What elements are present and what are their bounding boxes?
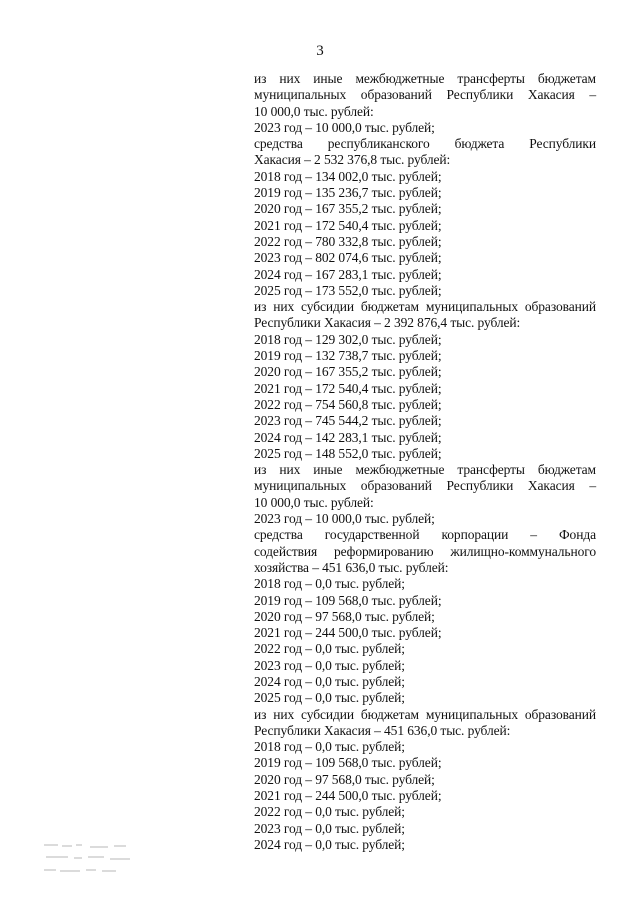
document-line: 2024 год – 0,0 тыс. рублей; bbox=[254, 836, 405, 852]
document-line: 2019 год – 132 738,7 тыс. рублей; bbox=[254, 348, 442, 364]
document-line: 2022 год – 0,0 тыс. рублей; bbox=[254, 641, 405, 657]
document-line: 2023 год – 0,0 тыс. рублей; bbox=[254, 657, 405, 673]
document-line: 2023 год – 10 000,0 тыс. рублей; bbox=[254, 119, 435, 135]
document-line: Республики Хакасия – 451 636,0 тыс. рублей: bbox=[254, 722, 511, 738]
document-line: 2024 год – 0,0 тыс. рублей; bbox=[254, 673, 405, 689]
document-line: 2025 год – 173 552,0 тыс. рублей; bbox=[254, 282, 442, 298]
document-line: 2018 год – 0,0 тыс. рублей; bbox=[254, 739, 405, 755]
document-line: 2018 год – 0,0 тыс. рублей; bbox=[254, 576, 405, 592]
document-line: 2023 год – 745 544,2 тыс. рублей; bbox=[254, 413, 442, 429]
document-line: 10 000,0 тыс. рублей: bbox=[254, 494, 374, 510]
document-line: из них субсидии бюджетам муниципальных образований bbox=[254, 299, 596, 315]
document-line: муниципальных образований Республики Хакасия – bbox=[254, 87, 596, 103]
document-line: 2025 год – 148 552,0 тыс. рублей; bbox=[254, 445, 442, 461]
page-number: 3 bbox=[316, 43, 324, 59]
document-line: 2018 год – 134 002,0 тыс. рублей; bbox=[254, 168, 442, 184]
document-line: 2023 год – 10 000,0 тыс. рублей; bbox=[254, 511, 435, 527]
document-line: 2022 год – 0,0 тыс. рублей; bbox=[254, 804, 405, 820]
document-line: 2020 год – 97 568,0 тыс. рублей; bbox=[254, 771, 435, 787]
document-line: 2024 год – 167 283,1 тыс. рублей; bbox=[254, 266, 442, 282]
document-line: 2019 год – 109 568,0 тыс. рублей; bbox=[254, 592, 442, 608]
document-line: из них иные межбюджетные трансферты бюджетам bbox=[254, 462, 596, 478]
document-line: 2020 год – 167 355,2 тыс. рублей; bbox=[254, 364, 442, 380]
document-line: 2023 год – 802 074,6 тыс. рублей; bbox=[254, 250, 442, 266]
document-line: 2023 год – 0,0 тыс. рублей; bbox=[254, 820, 405, 836]
document-line: из них субсидии бюджетам муниципальных образований bbox=[254, 706, 596, 722]
scan-artifact bbox=[42, 842, 162, 882]
document-line: 2020 год – 167 355,2 тыс. рублей; bbox=[254, 201, 442, 217]
document-line: 2019 год – 135 236,7 тыс. рублей; bbox=[254, 185, 442, 201]
document-line: хозяйства – 451 636,0 тыс. рублей: bbox=[254, 559, 449, 575]
document-line: 2021 год – 244 500,0 тыс. рублей; bbox=[254, 788, 442, 804]
document-line: 2025 год – 0,0 тыс. рублей; bbox=[254, 690, 405, 706]
document-line: муниципальных образований Республики Хакасия – bbox=[254, 478, 596, 494]
document-line: Республики Хакасия – 2 392 876,4 тыс. рублей: bbox=[254, 315, 521, 331]
document-line: 2024 год – 142 283,1 тыс. рублей; bbox=[254, 429, 442, 445]
document-line: Хакасия – 2 532 376,8 тыс. рублей: bbox=[254, 152, 451, 168]
document-line: 2021 год – 172 540,4 тыс. рублей; bbox=[254, 217, 442, 233]
document-body bbox=[254, 71, 596, 853]
document-line: из них иные межбюджетные трансферты бюджетам bbox=[254, 71, 596, 86]
document-line: 2019 год – 109 568,0 тыс. рублей; bbox=[254, 755, 442, 771]
document-line: средства республиканского бюджета Республики bbox=[254, 136, 596, 152]
document-line: 2020 год – 97 568,0 тыс. рублей; bbox=[254, 608, 435, 624]
document-line: 2022 год – 754 560,8 тыс. рублей; bbox=[254, 396, 442, 412]
document-line: 10 000,0 тыс. рублей: bbox=[254, 103, 374, 119]
document-line: 2018 год – 129 302,0 тыс. рублей; bbox=[254, 331, 442, 347]
document-line: 2021 год – 244 500,0 тыс. рублей; bbox=[254, 625, 442, 641]
document-line: содействия реформированию жилищно-коммунального bbox=[254, 543, 596, 559]
document-line: 2022 год – 780 332,8 тыс. рублей; bbox=[254, 233, 442, 249]
document-line: средства государственной корпорации – Фонда bbox=[254, 527, 596, 543]
document-line: 2021 год – 172 540,4 тыс. рублей; bbox=[254, 380, 442, 396]
